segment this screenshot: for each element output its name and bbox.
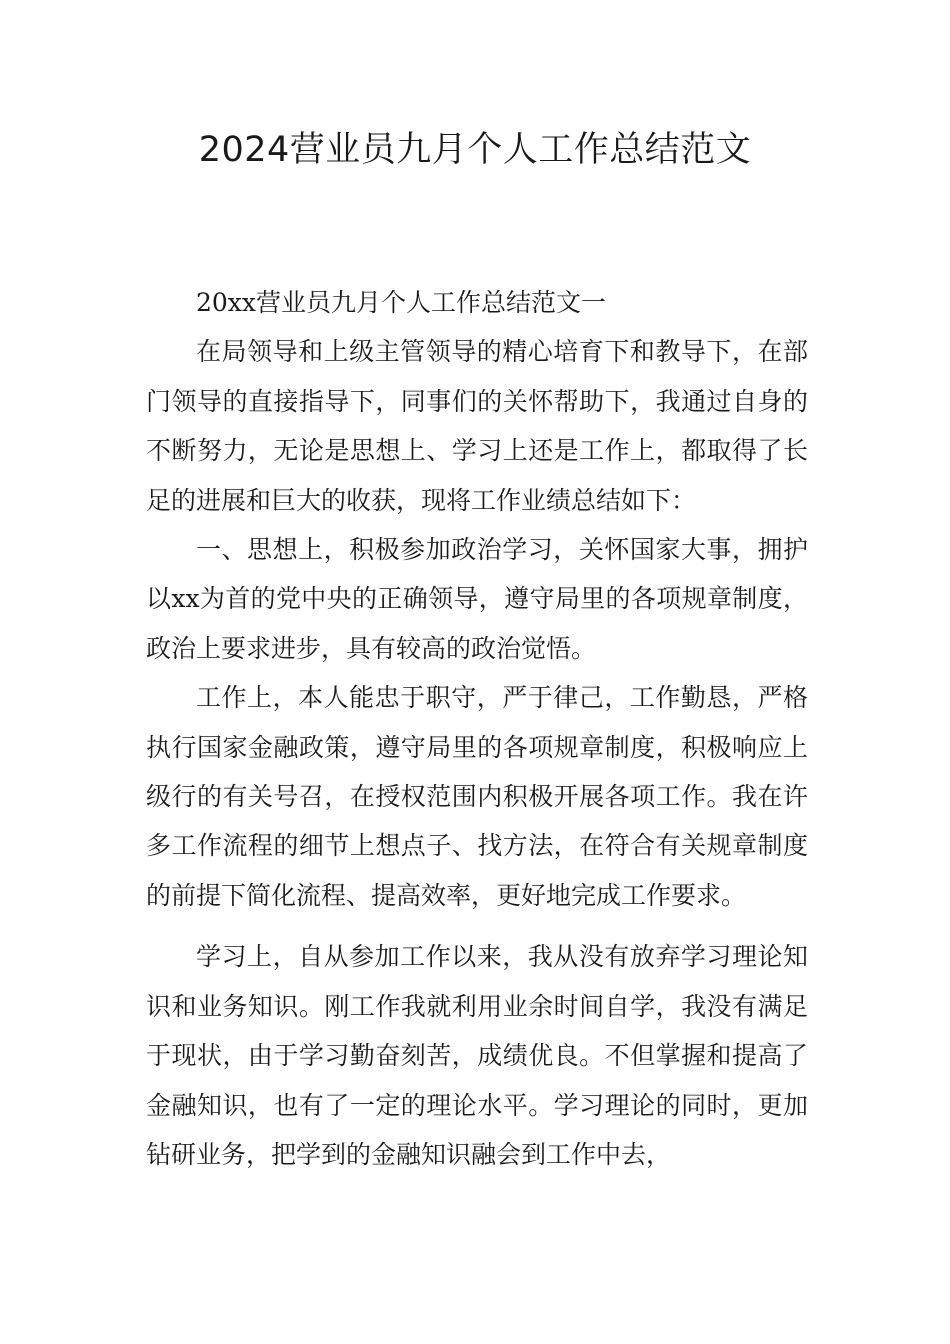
section-heading: 20xx营业员九月个人工作总结范文一	[196, 288, 607, 317]
document-body	[146, 278, 808, 1179]
paragraph-intro: 在局领导和上级主管领导的精心培育下和教导下，在部门领导的直接指导下，同事们的关怀帮助下，我通过自身的不断努力，无论是思想上、学习上还是工作上，都取得了长足的进展和巨大的收获，现将工作业绩总结如下：	[146, 337, 808, 515]
document-title: 2024营业员九月个人工作总结范文	[198, 130, 752, 170]
paragraph-thought: 一、思想上，积极参加政治学习，关怀国家大事，拥护以xx为首的党中央的正确领导，遵守局里的各项规章制度，政治上要求进步，具有较高的政治觉悟。	[146, 535, 808, 663]
paragraph-work: 工作上，本人能忠于职守，严于律己，工作勤恳，严格执行国家金融政策，遵守局里的各项规章制度，积极响应上级行的有关号召，在授权范围内积极开展各项工作。我在许多工作流程的细节上想点子、找方法，在符合有关规章制度的前提下简化流程、提高效率，更好地完成工作要求。	[146, 683, 808, 910]
paragraph-study: 学习上，自从参加工作以来，我从没有放弃学习理论知识和业务知识。刚工作我就利用业余时间自学，我没有满足于现状，由于学习勤奋刻苦，成绩优良。不但掌握和提高了金融知识，也有了一定的理论水平。学习理论的同时，更加钻研业务，把学到的金融知识融会到工作中去，	[146, 942, 808, 1169]
